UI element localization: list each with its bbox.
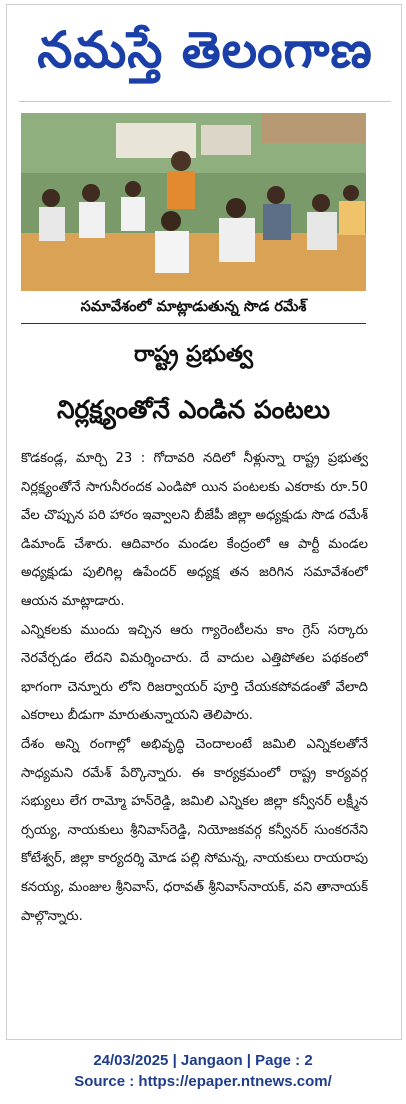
article-paragraph-3: దేశం అన్ని రంగాల్లో అభివృద్ధి చెందాలంటే జమిలి ఎన్నికలతోనే సాధ్యమని రమేశ్ పేర్కొన్నారు. ఈ కార్యక్రమంలో రాష్ట్ర కార్యవర్గ సభ్యులు లేగ రామ్మో హన్‌రెడ్డి, జమిలి ఎన్నికల జిల్లా కన్వీనర్ లక్ష్మీన ర్సయ్య, నాయకులు శ్రీనివాస్‌రెడ్డి, నియోజకవర్గ కన్వీనర్ సుంకరనేని కోటేశ్వర్, జిల్లా కార్యదర్శి మోడ పల్లి సోమన్న, నాయకులు రాయరాపు కనయ్య, మంజుల శ్రీనివాస్, ధరావత్ శ్రీనివాస్‌నాయక్, వని తానాయక్ పాల్గొన్నారు. <box>21 736 368 924</box>
newspaper-clipping <box>6 4 402 1040</box>
masthead-title: నమస్తే తెలంగాణ <box>37 21 373 79</box>
photo-caption: సమావేశంలో మాట్లాడుతున్న సొడ రమేశ్ <box>80 299 307 315</box>
footer-source-link[interactable]: Source : https://epaper.ntnews.com/ <box>74 1073 332 1090</box>
headline-line-2: నిర్లక్ష్యంతోనే ఎండిన పంటలు <box>56 395 331 424</box>
headline-line-1: రాష్ట్ర ప్రభుత్వ <box>133 342 254 367</box>
footer-date-edition: 24/03/2025 | Jangaon | Page : 2 <box>93 1052 313 1069</box>
caption-divider <box>21 323 366 324</box>
source-footer <box>0 1050 406 1092</box>
article-paragraph-1: కొడకండ్ల, మార్చి 23 : గోదావరి నదిలో నీళ్లున్నా రాష్ట్ర ప్రభుత్వ నిర్లక్ష్యంతోనే సాగునీరందక ఎండిపో యిన పంటలకు ఎకరాకు రూ.50 వేల చొప్పున పరి హారం ఇవ్వాలని బీజేపీ జిల్లా అధ్యక్షుడు సొడ రమేశ్ డిమాండ్ చేశారు. ఆదివారం మండల కేంద్రంలో ఆ పార్టీ మండల అధ్యక్షుడు పులిగిల్ల ఉపేందర్ అధ్యక్ష తన జరిగిన సమావేశంలో ఆయన మాట్లాడారు. <box>21 451 368 609</box>
masthead-divider <box>19 101 391 102</box>
meeting-photo <box>21 113 366 291</box>
article-body <box>21 445 368 1015</box>
article-paragraph-2: ఎన్నికలకు ముందు ఇచ్చిన ఆరు గ్యారెంటీలను కాం గ్రెస్ సర్కారు నెరవేర్చడం లేదని విమర్శించారు. దే వాదుల ఎత్తిపోతల పథకంలో భాగంగా చెన్నూరు లోని రిజర్వాయర్ పూర్తి చేయకపోవడంతో వేలాది ఎకరాలు బీడుగా మారుతున్నాయని తెలిపారు. <box>21 622 368 724</box>
meeting-photo-icon <box>21 113 366 291</box>
